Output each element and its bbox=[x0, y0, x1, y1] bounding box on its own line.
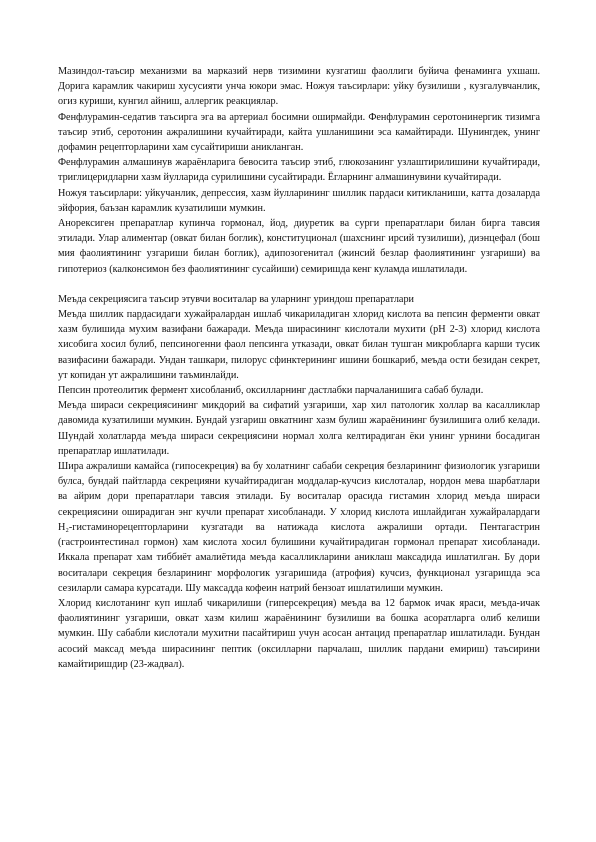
paragraph-hyposecretion: Шира ажралиши камайса (гипосекреция) ва бу холатнинг сабаби секреция безларининг физиологик узгариши булса, бундай пайтларда секрецияни кучайтирадиган моддалар-кучсиз кислоталар, нордон мева шарбатлари ва айрим дори препаратлари тавсия этилади. Бу воситалар орасида гистамин хлорид меъда шираси секрециясини оширадиган энг кучли препарат хисобланади. У хлорид кислота ишлайдиган хужайралардаги H₂-гистаминорецепторларини кузгатади ва натижада кислота ажралиши ортади. Пентагастрин (гастроинтестинал гормон) хам кислота хосил булишини кучайтирадиган гормонал препарат хисобланади. Иккала препарат хам тиббиёт амалиётида меъда касалликларини аниклаш максадида ишлатилган. Бу дори воситалари секреция безларининг морфологик узгаришида (атрофия) кучсиз, функционал узгаришда эса сезиларли самара курсатади. Шу максадда кофеин натрий бензоат ишлатилиши мумкин. bbox=[58, 461, 540, 594]
paragraph-pepsin: Пепсин протеолитик фермент хисобланиб, оксилларнинг дастлабки парчаланишига сабаб булади. bbox=[58, 385, 484, 397]
paragraph-secretion-changes: Меъда шираси секрециясининг микдорий ва сифатий узгариши, хар хил патологик холлар ва касалликлар давомида кузатилиши мумкин. Бундай узгариш овкатнинг хазм булиш жараёнининг бузилишига олиб келади. Шундай холатларда меъда шираси секрециясини нормал холга келтирадиган ёки унинг урнини босадиган препаратлар ишлатилади. bbox=[58, 400, 540, 457]
paragraph-side-effects: Ножуя таъсирлари: уйкучанлик, депрессия, хазм йулларининг шиллик пардаси китикланиши, катта дозаларда эйфория, баъзан карамлик кузатилиши мумкин. bbox=[58, 187, 540, 214]
paragraph-fenfluramine-metabolism: Фенфлурамин алмашинув жараёнларига бевосита таъсир этиб, глюкозанинг узлаштирилишини кучайтиради, триглицеридларни хазм йулларида сурилишини сусайтиради. Ёгларнинг алмашинувини кучайтиради. bbox=[58, 157, 540, 184]
paragraph-mazindol: Мазиндол-таъсир механизми ва марказий нерв тизимини кузгатиш фаоллиги буйича фенаминга ухшаш. Доригa карамлик чакириш хусусияти унча юкори эмас. Ножуя таъсирлари: уйку бузилиши , кузгалувчанлик, огиз куриши, кунгил айниш, аллергик реакциялар. bbox=[58, 66, 540, 108]
paragraph-hypersecretion: Хлорид кислотанинг куп ишлаб чикарилиши (гиперсекреция) меъда ва 12 бармок ичак яраси, меъда-ичак фаолиятининг узгариши, овкат хазм килиш жараёнининг бузилиши ва бошка асоратларга олиб келиши мумкин. Шу сабабли кислотали мухитни пасайтириш учун асосан антацид препаратлар ишлатилади. Бундан асосий максад меъда ширасининг пептик (оксилларни парчалаш, шиллик пардани емириш) таъсирини камайтиришдир (23-жадвал). bbox=[58, 597, 540, 670]
paragraph-anorexigenic: Анорексиген препаратлар купинча гормонал, йод, диуретик ва сурги препаратлари билан бирга тавсия этилади. Улар алиментар (овкат билан боглик), конституционал (шахснинг ирсий тузилиши), диэнцефал (бош мия фаолиятининг узгариши билан боглик), адипозогенитал (жинсий безлар фаолиятининг узгариши) ва гипотериоз (калконсимон без фаолиятининг сусайиши) семиришда кенг куламда ишлатилади. bbox=[58, 218, 540, 275]
paragraph-gastric-mucosa: Меъда шиллик пардасидаги хужайралардан ишлаб чикариладиган хлорид кислота ва пепсин ферменти овкат хазм булишида мухим вазифани бажаради. Меъда ширасининг кислотали мухити (рН 2-3) хлорид кислота хисобига хосил булиб, пепсиногенни фаол пепсинга утказади, овкат билан тушган микробларга карши тусик вазифасини бажаради. Ундан ташкари, пилорус сфинктерининг ишини бошкариб, меъда ости безидан секрет, ут копидан ут ажралишини таъминлайди. bbox=[58, 309, 540, 381]
paragraph-fenfluramine: Фенфлурамин-седатив таъсирга эга ва артериал босимни оширмайди. Фенфлурамин серотонинергик тизимга таъсир этиб, серотонин ажралишини кучайтиради, кайта ушланишини эса камайтиради. Шунингдек, унинг дофамин рецепторларини хам сусайтириши аникланган. bbox=[58, 111, 540, 154]
document-body bbox=[58, 64, 540, 672]
section-heading: Меъда секрециясига таъсир этувчи воситалар ва уларнинг уриндош препаратлари bbox=[58, 293, 414, 305]
